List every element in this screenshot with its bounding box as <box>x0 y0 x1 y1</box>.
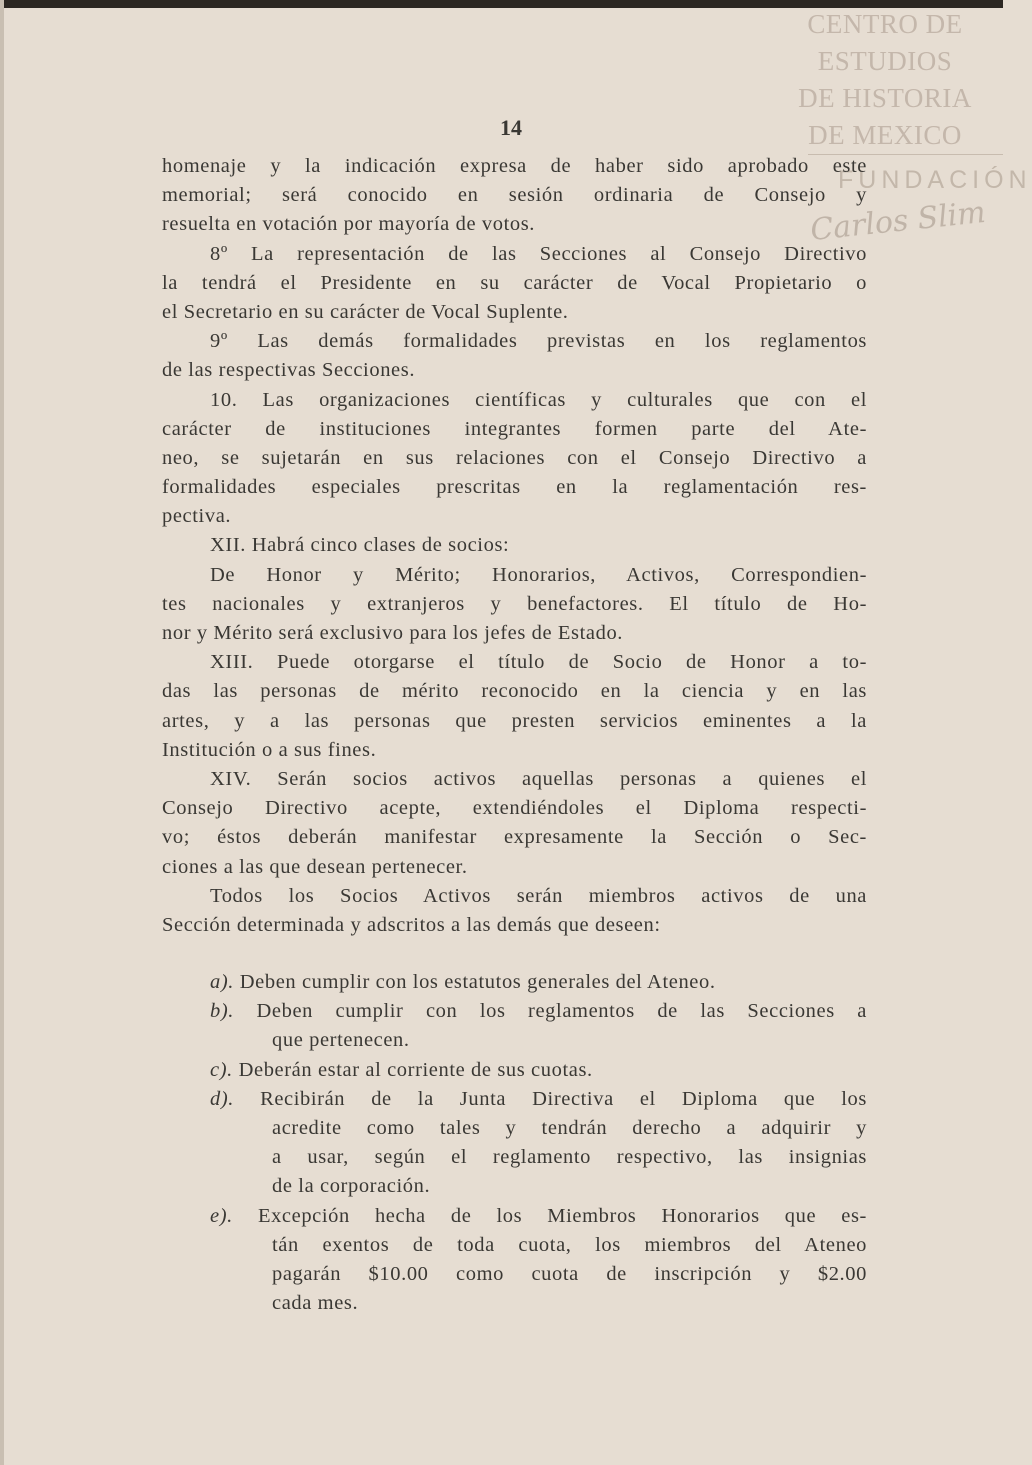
list-item <box>162 997 867 1026</box>
list-marker: d). <box>210 1087 235 1110</box>
text-line: homenaje y la indicación expresa de haber sido aprobado este <box>162 155 867 177</box>
text-line: 9º Las demás formalidades previstas en los reglamentos <box>210 330 867 353</box>
list-item-text: acredite como tales y tendrán derecho a adquirir y <box>272 1117 867 1139</box>
watermark-signature: Carlos Slim <box>808 194 988 249</box>
text-line: ciones a las que desean pertenecer. <box>162 855 468 878</box>
watermark-line: ESTUDIOS <box>817 46 953 76</box>
watermark-line: CENTRO DE <box>807 9 963 39</box>
text-line: memorial; será conocido en sesión ordinaria de Consejo y <box>162 184 867 207</box>
list-item <box>162 1202 867 1231</box>
text-line: neo, se sujetarán en sus relaciones con el Consejo Directivo a <box>162 446 867 469</box>
list-item <box>162 968 867 997</box>
list-marker: b). <box>210 1000 235 1023</box>
text-line: De Honor y Mérito; Honorarios, Activos, Correspondien- <box>210 563 867 586</box>
text-line: carácter de instituciones integrantes formen parte del Ate- <box>162 417 867 440</box>
text-line: resuelta en votación por mayoría de votos. <box>162 213 536 236</box>
text-line: XIII. Puede otorgarse el título de Socio de Honor a to- <box>210 651 867 674</box>
text-line: XII. Habrá cinco clases de socios: <box>210 534 510 557</box>
text-line: el Secretario en su carácter de Vocal Suplente. <box>162 300 569 323</box>
text-line: artes, y a las personas que presten servicios eminentes a la <box>162 709 867 732</box>
document-body <box>162 152 867 1318</box>
list-item <box>162 1085 867 1114</box>
text-line: vo; éstos deberán manifestar expresamente la Sección o Sec- <box>162 826 867 849</box>
list-item-text: pagarán $10.00 como cuota de inscripción y $2.00 <box>272 1262 867 1285</box>
list-item-text: Recibirán de la Junta Directiva el Diploma que los <box>260 1087 867 1110</box>
list-item-text: Deberán estar al corriente de sus cuotas. <box>238 1058 593 1081</box>
watermark-line: DE HISTORIA <box>798 83 972 113</box>
list-item-text: Excepción hecha de los Miembros Honorarios que es- <box>257 1204 867 1227</box>
list-marker: c). <box>210 1058 233 1081</box>
archive-watermark <box>785 6 985 154</box>
text-line: 8º La representación de las Secciones al Consejo Directivo <box>210 242 867 265</box>
text-line: de las respectivas Secciones. <box>162 359 416 382</box>
text-line: Sección determinada y adscritos a las demás que deseen: <box>162 913 661 936</box>
page-number: 14 <box>500 115 522 140</box>
spacer <box>162 940 867 968</box>
list-item <box>162 1056 867 1085</box>
text-line: XIV. Serán socios activos aquellas personas a quienes el <box>210 767 867 790</box>
list-item-text: cada mes. <box>272 1292 359 1315</box>
text-line: Institución o a sus fines. <box>162 738 377 761</box>
watermark-line: DE MEXICO <box>808 120 962 150</box>
list-marker: a). <box>210 971 235 994</box>
text-line: das las personas de mérito reconocido en la ciencia y en las <box>162 680 867 703</box>
scan-left-edge <box>0 0 4 1465</box>
text-line: 10. Las organizaciones científicas y culturales que con el <box>210 388 867 411</box>
text-line: nor y Mérito será exclusivo para los jefes de Estado. <box>162 622 624 644</box>
text-line: Todos los Socios Activos serán miembros activos de una <box>210 884 867 907</box>
list-item-text: a usar, según el reglamento respectivo, las insignias <box>272 1146 867 1169</box>
list-item-text: que pertenecen. <box>272 1029 410 1052</box>
text-line: formalidades especiales prescritas en la reglamentación res- <box>162 476 867 499</box>
list-item-text: Deben cumplir con los reglamentos de las Secciones a <box>256 1000 867 1023</box>
watermark-fundacion: FUNDACIÓN <box>838 166 1032 194</box>
list-item-text: tán exentos de toda cuota, los miembros del Ateneo <box>272 1233 867 1256</box>
list-marker: e). <box>210 1204 233 1227</box>
text-line: la tendrá el Presidente en su carácter de Vocal Propietario o <box>162 271 867 294</box>
list-item-text: de la corporación. <box>272 1175 431 1198</box>
text-line: tes nacionales y extranjeros y benefactores. El título de Ho- <box>162 592 867 615</box>
text-line: pectiva. <box>162 505 232 528</box>
list-item-text: Deben cumplir con los estatutos generales del Ateneo. <box>239 971 716 994</box>
text-line: Consejo Directivo acepte, extendiéndoles el Diploma respecti- <box>162 797 867 820</box>
